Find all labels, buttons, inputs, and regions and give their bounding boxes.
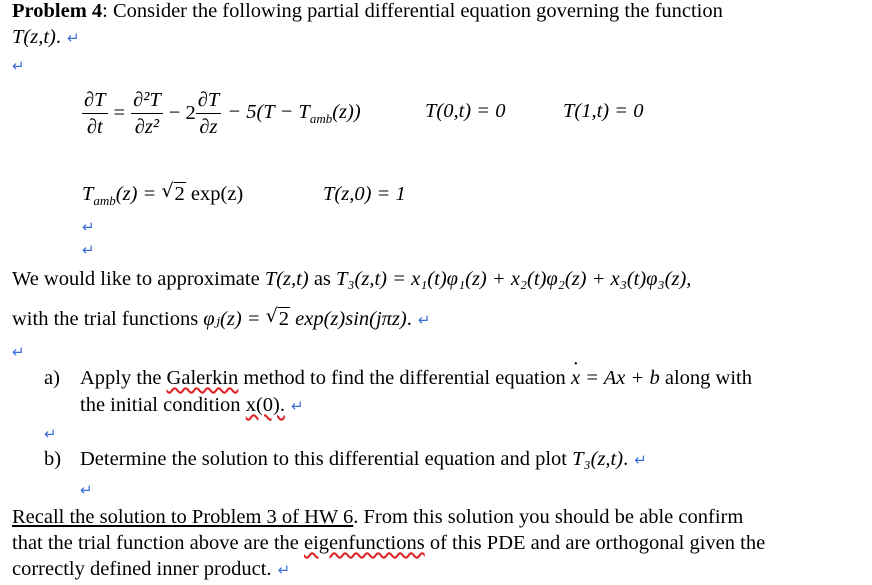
return-mark-icon: ↵ [82, 218, 95, 236]
approximation-expression: T₃(z,t) = x₁(t)φ₁(z) + x₂(t)φ₂(z) + x₃(t)φ₃(z), [336, 268, 692, 290]
boundary-condition-left: T(0,t) = 0 [425, 100, 506, 122]
problem-statement-line2 [12, 26, 80, 49]
trial-function-expression: exp(z)sin(jπz) [295, 308, 407, 330]
boundary-condition-right: T(1,t) = 0 [563, 100, 644, 122]
approximation-line: We would like to approximate T(z,t) as T₃(z,t) = x₁(t)φ₁(z) + x₂(t)φ₂(z) + x₃(t)φ₃(z), [12, 268, 692, 290]
ambient-temperature-definition: $T_{amb}(z)$ = √ 2 exp(z) [82, 180, 244, 208]
part-a-text: Apply the Galerkin method to find the differential equation x = Ax + b · along with [80, 367, 752, 390]
ode-expression: x = Ax + b · [571, 367, 660, 389]
return-mark-icon: ↵ [12, 57, 25, 75]
function-T: T(z,t) [12, 26, 56, 48]
return-mark-icon: ↵ [66, 29, 80, 47]
return-mark-icon: ↵ [290, 397, 304, 415]
return-mark-icon: ↵ [417, 311, 431, 329]
d2T-dz2-fraction: $\frac{\text{∂²T}}{\text{∂z²}}$ [133, 89, 161, 138]
initial-condition: T(z,0) = 1 [323, 183, 406, 205]
part-a-label: a) [44, 367, 60, 389]
problem-label: Problem 4 [12, 0, 103, 22]
source-term: − $5(T - T_{amb}(z))$ [227, 100, 361, 126]
return-mark-icon: ↵ [12, 343, 25, 361]
part-b-text: Determine the solution to this differential equation and plot T₃(z,t). ↵ [80, 448, 647, 470]
initial-state: x(0). [245, 394, 285, 416]
pde-equation: $\frac{\partial T}{\partial t}$ = $\frac{\text{∂²T}}{\text{∂z²}}$ − 2 $\frac{\partial T}{\partial z}$ − $5(T - T_{amb}(z))$ [84, 89, 361, 138]
problem-intro: : Consider the following partial differential equation governing the function [102, 0, 723, 22]
period: . [55, 26, 61, 48]
recall-underlined-text: Recall the solution to Problem 3 of HW 6 [12, 506, 354, 528]
recall-line3: correctly defined inner product. ↵ [12, 558, 291, 580]
return-mark-icon: ↵ [634, 451, 647, 469]
return-mark-icon: ↵ [80, 481, 93, 499]
return-mark-icon: ↵ [277, 561, 291, 579]
recall-line2: that the trial function above are the eigenfunctions of this PDE and are orthogonal given the [12, 532, 766, 554]
trial-functions-line: with the trial functions φⱼ(z) = √ 2 exp(z)sin(jπz). ↵ [12, 305, 431, 330]
part-b-label: b) [44, 448, 62, 470]
galerkin-word: Galerkin [166, 367, 239, 389]
dT-dz-fraction: $\frac{\partial T}{\partial z}$ [197, 89, 220, 138]
recall-line1: Recall the solution to Problem 3 of HW 6. From this solution you should be able confirm [12, 506, 744, 528]
part-a-text-line2: the initial condition x(0). ↵ [80, 394, 304, 416]
problem-statement [12, 0, 723, 23]
eigenfunctions-word: eigenfunctions [304, 532, 425, 554]
return-mark-icon: ↵ [82, 241, 95, 259]
dT-dt-fraction: $\frac{\partial T}{\partial t}$ [84, 89, 106, 138]
return-mark-icon: ↵ [44, 425, 57, 443]
